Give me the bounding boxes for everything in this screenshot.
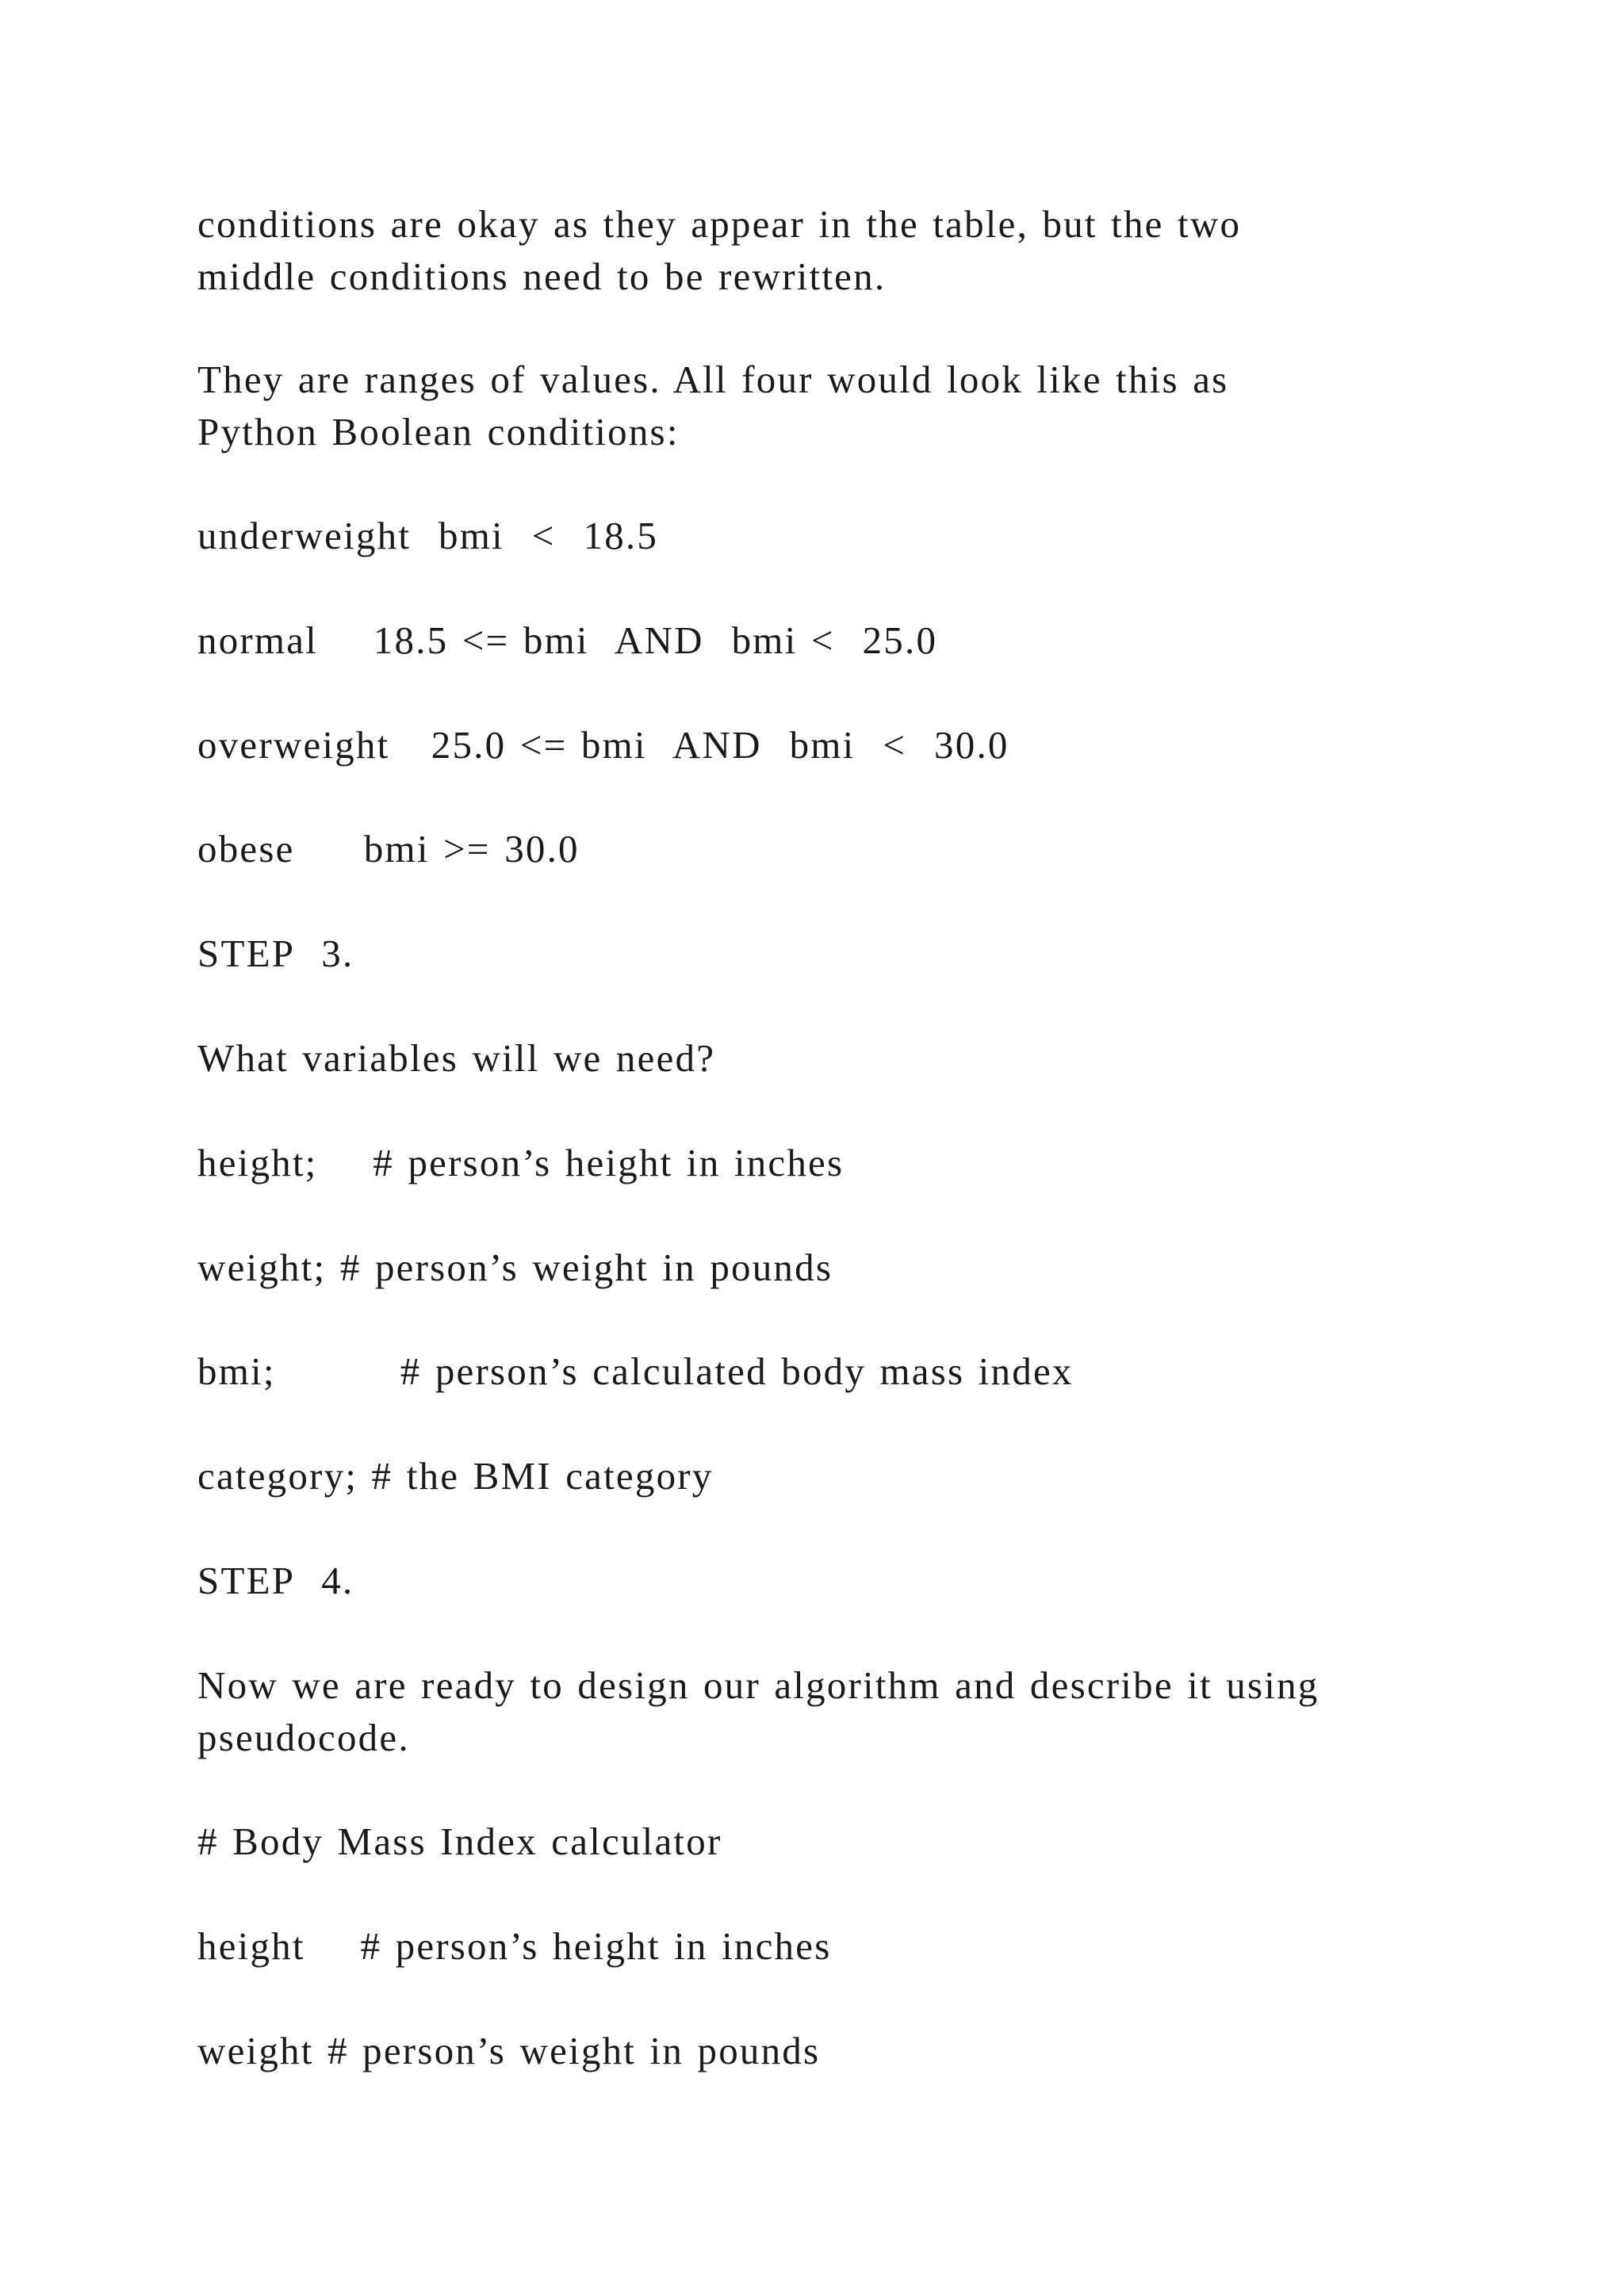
step-heading: STEP 3. — [197, 932, 354, 975]
variable-category: category; # the BMI category — [197, 1454, 714, 1498]
variable-weight: weight; # person’s weight in pounds — [197, 1246, 833, 1289]
pseudocode-comment: # Body Mass Index calculator — [197, 1820, 722, 1863]
pseudocode-weight: weight # person’s weight in pounds — [197, 2029, 821, 2072]
paragraph-line: pseudocode. — [197, 1716, 410, 1759]
condition-underweight: underweight bmi < 18.5 — [197, 514, 659, 557]
pseudocode-height: height # person’s height in inches — [197, 1924, 832, 1968]
paragraph-line: middle conditions need to be rewritten. — [197, 254, 887, 298]
step-heading: STEP 4. — [197, 1559, 354, 1602]
paragraph-line: Python Boolean conditions: — [197, 410, 680, 453]
variable-bmi: bmi; # person’s calculated body mass index — [197, 1349, 1074, 1393]
condition-normal: normal 18.5 <= bmi AND bmi < 25.0 — [197, 618, 938, 662]
paragraph-line: conditions are okay as they appear in the table, but the two — [197, 202, 1242, 246]
condition-overweight: overweight 25.0 <= bmi AND bmi < 30.0 — [197, 723, 1009, 767]
condition-obese: obese bmi >= 30.0 — [197, 827, 580, 871]
paragraph-line: Now we are ready to design our algorithm and describe it using — [197, 1663, 1320, 1707]
paragraph-line: They are ranges of values. All four would look like this as — [197, 358, 1229, 401]
paragraph-line: What variables will we need? — [197, 1036, 716, 1080]
variable-height: height; # person’s height in inches — [197, 1141, 845, 1184]
